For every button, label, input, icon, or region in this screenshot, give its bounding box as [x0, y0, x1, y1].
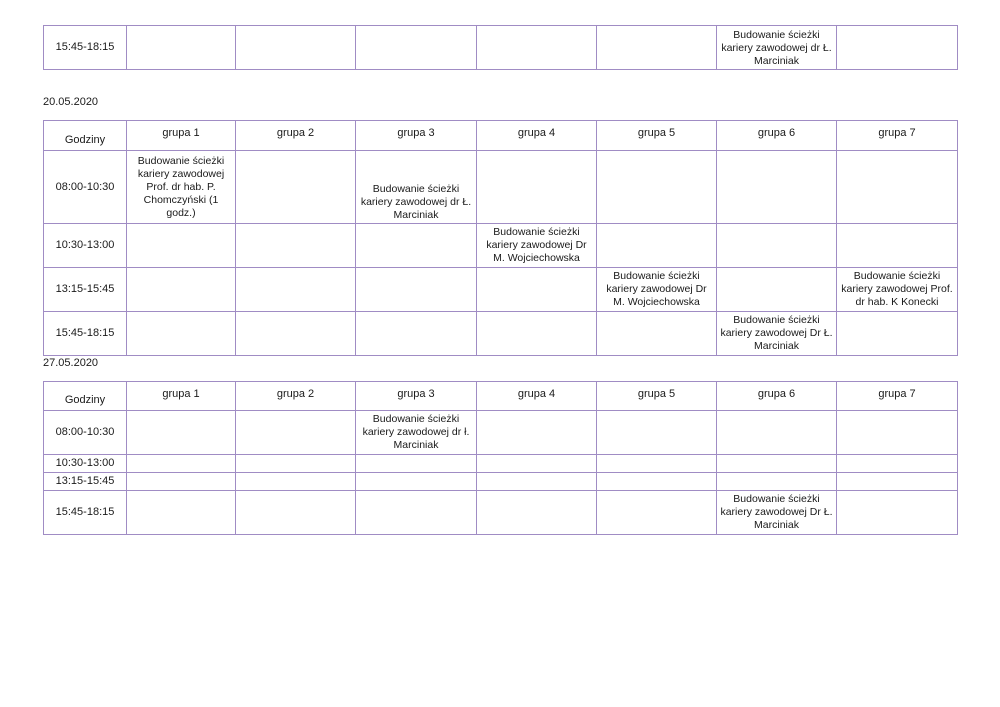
time-cell: 08:00-10:30 — [44, 411, 127, 455]
schedule-cell — [236, 455, 356, 473]
table-row — [44, 491, 958, 535]
schedule-cell — [356, 224, 477, 268]
schedule-cell — [477, 455, 597, 473]
schedule-cell — [837, 26, 958, 70]
schedule-cell — [127, 491, 236, 535]
schedule-cell — [477, 26, 597, 70]
schedule-table-20-05 — [43, 120, 958, 356]
column-header-group: grupa 4 — [477, 121, 597, 151]
schedule-cell — [597, 473, 717, 491]
schedule-cell — [356, 473, 477, 491]
schedule-cell — [597, 26, 717, 70]
table-row — [44, 26, 958, 70]
schedule-cell — [717, 224, 837, 268]
schedule-cell — [717, 151, 837, 224]
schedule-cell — [597, 455, 717, 473]
schedule-cell — [717, 455, 837, 473]
schedule-cell — [597, 312, 717, 356]
schedule-cell — [236, 491, 356, 535]
table-row — [44, 224, 958, 268]
schedule-cell — [236, 268, 356, 312]
column-header-group: grupa 6 — [717, 382, 837, 411]
column-header-group: grupa 7 — [837, 382, 958, 411]
schedule-cell — [356, 312, 477, 356]
time-cell: 13:15-15:45 — [44, 268, 127, 312]
column-header-group: grupa 4 — [477, 382, 597, 411]
column-header-group: grupa 3 — [356, 121, 477, 151]
schedule-cell — [236, 151, 356, 224]
column-header-group: grupa 6 — [717, 121, 837, 151]
schedule-cell: Budowanie ścieżki kariery zawodowej dr ł. Marciniak — [356, 411, 477, 455]
column-header-group: grupa 1 — [127, 121, 236, 151]
schedule-cell — [837, 491, 958, 535]
column-header-group: grupa 1 — [127, 382, 236, 411]
table-row — [44, 411, 958, 455]
column-header-group: grupa 2 — [236, 382, 356, 411]
schedule-cell — [837, 411, 958, 455]
schedule-cell: Budowanie ścieżki kariery zawodowej dr Ł. Marciniak — [356, 151, 477, 224]
schedule-cell — [127, 411, 236, 455]
schedule-cell — [717, 473, 837, 491]
schedule-cell — [127, 268, 236, 312]
schedule-cell — [477, 151, 597, 224]
column-header-group: grupa 7 — [837, 121, 958, 151]
schedule-cell — [597, 411, 717, 455]
schedule-cell — [127, 312, 236, 356]
schedule-cell: Budowanie ścieżki kariery zawodowej Dr M. Wojciechowska — [597, 268, 717, 312]
schedule-cell — [837, 151, 958, 224]
schedule-cell — [717, 268, 837, 312]
column-header-group: grupa 3 — [356, 382, 477, 411]
date-label: 27.05.2020 — [43, 357, 99, 369]
column-header-group: grupa 5 — [597, 121, 717, 151]
time-cell: 15:45-18:15 — [44, 26, 127, 70]
schedule-cell: Budowanie ścieżki kariery zawodowej Dr Ł. Marciniak — [717, 312, 837, 356]
time-cell: 08:00-10:30 — [44, 151, 127, 224]
schedule-cell — [597, 491, 717, 535]
table-row — [44, 455, 958, 473]
schedule-cell — [236, 411, 356, 455]
schedule-table-27-05 — [43, 381, 958, 535]
schedule-cell — [477, 268, 597, 312]
schedule-cell — [717, 411, 837, 455]
time-cell: 10:30-13:00 — [44, 224, 127, 268]
schedule-cell — [127, 473, 236, 491]
schedule-cell — [356, 491, 477, 535]
schedule-cell — [837, 473, 958, 491]
schedule-cell — [477, 491, 597, 535]
schedule-cell — [356, 26, 477, 70]
column-header-hours: Godziny — [44, 382, 127, 411]
time-cell: 15:45-18:15 — [44, 312, 127, 356]
time-cell: 15:45-18:15 — [44, 491, 127, 535]
column-header-group: grupa 5 — [597, 382, 717, 411]
schedule-cell — [477, 411, 597, 455]
table-row — [44, 268, 958, 312]
schedule-cell — [477, 312, 597, 356]
table-row — [44, 312, 958, 356]
schedule-cell: Budowanie ścieżki kariery zawodowej dr Ł. Marciniak — [717, 26, 837, 70]
schedule-cell — [837, 224, 958, 268]
time-cell: 10:30-13:00 — [44, 455, 127, 473]
schedule-cell — [127, 224, 236, 268]
header-row — [44, 382, 958, 411]
header-row — [44, 121, 958, 151]
schedule-cell — [127, 26, 236, 70]
schedule-cell — [236, 26, 356, 70]
table-row — [44, 151, 958, 224]
schedule-cell: Budowanie ścieżki kariery zawodowej Prof. dr hab. P. Chomczyński (1 godz.) — [127, 151, 236, 224]
schedule-cell — [356, 268, 477, 312]
schedule-cell: Budowanie ścieżki kariery zawodowej Prof. dr hab. K Konecki — [837, 268, 958, 312]
schedule-cell — [236, 312, 356, 356]
table-row — [44, 473, 958, 491]
schedule-cell — [837, 312, 958, 356]
time-cell: 13:15-15:45 — [44, 473, 127, 491]
column-header-group: grupa 2 — [236, 121, 356, 151]
schedule-table-fragment — [43, 25, 958, 70]
date-label: 20.05.2020 — [43, 96, 99, 108]
schedule-cell — [597, 151, 717, 224]
schedule-cell: Budowanie ścieżki kariery zawodowej Dr Ł. Marciniak — [717, 491, 837, 535]
schedule-cell — [356, 455, 477, 473]
schedule-cell: Budowanie ścieżki kariery zawodowej Dr M. Wojciechowska — [477, 224, 597, 268]
schedule-cell — [236, 224, 356, 268]
schedule-cell — [236, 473, 356, 491]
schedule-cell — [837, 455, 958, 473]
schedule-cell — [477, 473, 597, 491]
schedule-cell — [597, 224, 717, 268]
column-header-hours: Godziny — [44, 121, 127, 151]
schedule-cell — [127, 455, 236, 473]
